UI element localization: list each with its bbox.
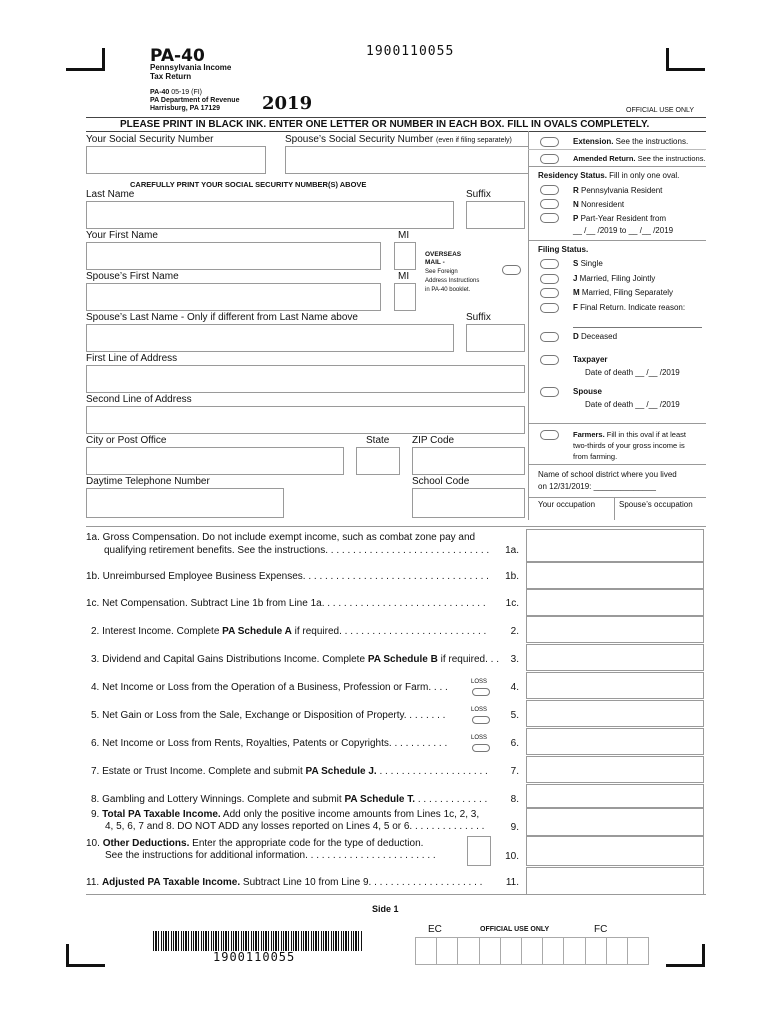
last-name-input[interactable] [86,201,454,229]
spouse-ssn-label [285,134,512,145]
residency-r-oval[interactable] [540,185,559,195]
first-name-label: Your First Name [86,230,158,241]
address2-input[interactable] [86,406,525,434]
residency-label [538,171,679,180]
line-7-t1a: 7. Estate or Trust Income. Complete and submit [91,766,306,777]
line-9-text [86,809,531,832]
line-5-text: 5. Net Gain or Loss from the Sale, Exchange or Disposition of Property. . . . . . . . [91,710,446,721]
farmers-label-1 [573,430,686,439]
carefully-print-note: CAREFULLY PRINT YOUR SOCIAL SECURITY NUMBER(S) ABOVE [130,180,367,189]
line-11-t1a: 11. [86,877,102,888]
fs-s-text: Single [578,259,603,268]
line-2-t1c: if required. . . . . . . . . . . . . . . . . . . . . . . . . . . [291,626,487,637]
official-use-boxes [415,937,649,965]
rp-occupation-divider [614,497,615,520]
spouse-ssn-text: Spouse’s Social Security Number [285,134,434,145]
state-input[interactable] [356,447,400,475]
fs-m-text: Married, Filing Separately [579,288,674,297]
occupation-label: Your occupation [538,500,596,509]
form-code-rest: 05-19 (FI) [169,89,203,96]
filing-m-oval[interactable] [540,288,559,298]
line-3-t1a: 3. Dividend and Capital Gains Distributions Income. Complete [91,654,368,665]
residency-bold: Residency Status. [538,171,607,180]
fs-s-code: S [573,259,579,268]
ou-box [458,937,479,965]
res-r-text: Pennsylvania Resident [578,186,663,195]
ou-box [628,937,649,965]
line-9-t1c: Add only the positive income amounts from Lines 1c, 2, 3, [220,809,480,820]
overseas-2: MAIL - [425,259,445,266]
zip-label: ZIP Code [412,435,455,446]
line-3-amount[interactable] [526,644,704,671]
instruction-banner: PLEASE PRINT IN BLACK INK. ENTER ONE LETTER OR NUMBER IN EACH BOX. FILL IN OVALS COMPLETELY. [120,119,650,130]
farmers-oval[interactable] [540,430,559,440]
rp-rule-6 [528,497,706,498]
line-5-loss-oval[interactable] [472,716,490,724]
header-rule [86,117,706,118]
spouse-last-name-label: Spouse’s Last Name - Only if different from Last Name above [86,312,358,323]
ou-box [586,937,607,965]
line-10-amount[interactable] [526,836,704,866]
line-1a-num: 1a. [505,545,519,556]
ssn-input[interactable] [86,146,266,174]
line-2-t1b: PA Schedule A [222,626,292,637]
line-3-text [86,654,531,665]
line-4-loss: LOSS [471,679,488,685]
filing-m-label [573,288,673,297]
line-6-num: 6. [510,738,519,749]
filing-j-label [573,274,655,283]
amended-oval[interactable] [540,154,559,164]
line-6-loss: LOSS [471,735,488,741]
line-8-t1c: . . . . . . . . . . . . . [415,794,488,805]
spouse-occupation-label: Spouse’s occupation [619,500,693,509]
residency-p-dates: __ /__ /2019 to __ /__ /2019 [573,226,674,235]
overseas-5: in PA-40 booklet. [425,287,471,293]
amended-rest: See the instructions. [635,154,706,163]
spouse-mi-input[interactable] [394,283,416,311]
line-3-num: 3. [510,654,519,665]
line-1a-amount[interactable] [526,529,704,562]
line-10-num: 10. [505,851,519,862]
line-8-t1b: PA Schedule T. [344,794,416,805]
fs-m-code: M [573,288,580,297]
ou-box [437,937,458,965]
deceased-code: D [573,332,579,341]
line-9-t1b: Total PA Taxable Income. [102,809,221,820]
corner-mark-bottom-left [66,944,105,967]
line-5-loss: LOSS [471,707,488,713]
taxpayer-label: Taxpayer [573,355,608,364]
line-10-t1a: 10. [86,838,103,849]
barcode-icon [153,931,363,951]
line-7-t1c: . . . . . . . . . . . . . . . . . . . . [376,766,488,777]
line-8-text [86,794,531,805]
department-city: Harrisburg, PA 17129 [150,105,221,112]
line-1c-amount[interactable] [526,589,704,616]
line-1b-amount[interactable] [526,562,704,589]
spouse-first-name-label: Spouse’s First Name [86,271,179,282]
residency-rest: Fill in only one oval. [606,171,680,180]
overseas-3: See Foreign [425,269,458,275]
residency-n-label [573,200,624,209]
line-6-loss-oval[interactable] [472,744,490,752]
line-10-t2: See the instructions for additional information. . . . . . . . . . . . . . . . . . . . . . . . [105,850,436,861]
first-name-input[interactable] [86,242,381,270]
farmers-bold: Farmers. [573,430,605,439]
line-1b-num: 1b. [505,571,519,582]
department: PA Department of Revenue [150,97,240,104]
amended-label [573,154,706,163]
filing-f-label [573,303,685,312]
res-r-code: R [573,186,579,195]
official-use-footer: OFFICIAL USE ONLY [480,926,550,933]
line-10-text [86,838,526,861]
phone-input[interactable] [86,488,284,518]
line-7-t1b: PA Schedule J. [305,766,377,777]
extension-rest: See the instructions. [613,137,689,146]
ou-box [543,937,564,965]
deceased-text: Deceased [578,332,618,341]
zip-input[interactable] [412,447,525,475]
line-2-amount[interactable] [526,616,704,643]
extension-bold: Extension. [573,137,614,146]
residency-r-label [573,186,662,195]
spouse-mi-label: MI [398,271,410,282]
filing-s-oval[interactable] [540,259,559,269]
residency-n-oval[interactable] [540,199,559,209]
ec-label: EC [428,924,442,935]
address1-input[interactable] [86,365,525,393]
side-label: Side 1 [372,904,399,914]
city-label: City or Post Office [86,435,167,446]
line-9-amount[interactable] [526,808,704,836]
line-7-amount[interactable] [526,756,704,783]
filing-j-oval[interactable] [540,274,559,284]
line-1c-num: 1c. [505,598,519,609]
tax-year: 2019 [262,93,313,114]
ou-box [522,937,543,965]
res-n-text: Nonresident [578,200,625,209]
line-11-num: 11. [505,877,519,888]
line-10-t1c: Enter the appropriate code for the type of deduction. [189,838,424,849]
fs-j-code: J [573,274,578,283]
corner-mark-top-left [66,48,105,71]
line-1a-text-2: qualifying retirement benefits. See the instructions. . . . . . . . . . . . . . . . . . . . . . . . . . . . . . [104,545,490,556]
line-1b-text: 1b. Unreimbursed Employee Business Expenses. . . . . . . . . . . . . . . . . . . . . . . . . . . . . . . . . . [86,571,489,582]
deceased-oval[interactable] [540,332,559,342]
line-9-t1a: 9. [91,809,103,820]
spouse-suffix-input[interactable] [466,324,525,352]
fs-f-code: F [573,303,578,312]
line-9-num: 9. [510,822,519,833]
line-8-amount[interactable] [526,784,704,808]
farmers-label-2: two-thirds of your gross income is [573,441,685,450]
fc-label: FC [594,924,608,935]
state-label: State [366,435,390,446]
address1-label: First Line of Address [86,353,178,364]
bottom-rule [86,894,706,895]
line-11-t1c: Subtract Line 10 from Line 9. . . . . . . . . . . . . . . . . . . . . [240,877,483,888]
line-5-num: 5. [510,710,519,721]
filing-f-oval[interactable] [540,303,559,313]
line-2-num: 2. [510,626,519,637]
line-6-amount[interactable] [526,728,704,755]
official-use-header: OFFICIAL USE ONLY [626,107,695,114]
line-9-t2: 4, 5, 6, 7 and 8. DO NOT ADD any losses reported on Lines 4, 5 or 6. . . . . . . . . . . . . . [105,821,485,832]
rp-rule-3 [528,240,706,241]
spouse-death-oval[interactable] [540,387,559,397]
spouse-suffix-label: Suffix [466,312,491,323]
ou-box [415,937,437,965]
overseas-1: OVERSEAS [425,251,462,258]
school-code-input[interactable] [412,488,525,518]
residency-p-label [573,214,666,223]
line-2-text [86,626,531,637]
ou-box [564,937,585,965]
form-id: PA-40 [150,46,205,66]
farmers-text-1: Fill in this oval if at least [604,430,686,439]
rp-rule-5 [528,464,706,465]
line-11-t1b: Adjusted PA Taxable Income. [101,877,241,888]
line-1a-text [86,532,526,556]
line-6-text: 6. Net Income or Loss from Rents, Royalties, Patents or Copyrights. . . . . . . . . . . [91,738,448,749]
line-4-text: 4. Net Income or Loss from the Operation of a Business, Profession or Farm. . . . [91,682,448,693]
residency-p-oval[interactable] [540,213,559,223]
line-7-text [86,766,531,777]
school-district-label-2: on 12/31/2019: ______________ [538,482,656,491]
extension-oval[interactable] [540,137,559,147]
line-3-t1c: if required. . . [437,654,499,665]
ou-box [607,937,628,965]
line-3-t1b: PA Schedule B [367,654,438,665]
form-code-label: PA-40 [150,89,170,96]
rp-rule-1 [528,149,706,150]
form-name-line1: Pennsylvania Income [150,63,232,72]
city-input[interactable] [86,447,344,475]
line-8-t1a: 8. Gambling and Lottery Winnings. Complete and submit [91,794,345,805]
spouse-ssn-note: (even if filing separately) [436,137,512,144]
corner-mark-bottom-right [666,944,705,967]
barcode-number: 1900110055 [213,950,296,964]
line-1c-text: 1c. Net Compensation. Subtract Line 1b from Line 1a. . . . . . . . . . . . . . . . . . . . . . . . . . . . . . [86,598,486,609]
form-name-line2: Tax Return [150,72,192,81]
rp-rule-2 [528,166,706,167]
ou-box [480,937,501,965]
extension-label [573,137,688,146]
suffix-input[interactable] [466,201,525,229]
taxpayer-death-date: Date of death __ /__ /2019 [585,368,680,377]
last-name-label: Last Name [86,189,135,200]
overseas-oval[interactable] [502,265,521,275]
final-reason-line [573,327,702,328]
spouse-death-date: Date of death __ /__ /2019 [585,400,680,409]
school-code-label: School Code [412,476,470,487]
fs-j-text: Married, Filing Jointly [577,274,656,283]
res-p-code: P [573,214,579,223]
line-4-num: 4. [510,682,519,693]
ssn-label: Your Social Security Number [86,134,214,145]
line-4-amount[interactable] [526,672,704,699]
suffix-label: Suffix [466,189,491,200]
phone-label: Daytime Telephone Number [86,476,210,487]
spouse-ssn-input[interactable] [285,146,529,174]
line-4-loss-oval[interactable] [472,688,490,696]
line-7-num: 7. [510,766,519,777]
line-11-amount[interactable] [526,867,704,895]
farmers-label-3: from farming. [573,452,618,461]
spouse-first-name-input[interactable] [86,283,381,311]
line-5-amount[interactable] [526,700,704,727]
ou-box [501,937,522,965]
res-n-code: N [573,200,579,209]
form-code [150,89,202,96]
top-barcode-number: 1900110055 [366,44,455,59]
line-11-text [86,877,526,888]
filing-s-label [573,259,603,268]
amended-bold: Amended Return. [573,154,636,163]
mi-input[interactable] [394,242,416,270]
filing-status-label: Filing Status. [538,245,589,254]
corner-mark-top-right [666,48,705,71]
rp-rule-4 [528,423,706,424]
line-2-t1a: 2. Interest Income. Complete [91,626,223,637]
taxpayer-death-oval[interactable] [540,355,559,365]
overseas-4: Address Instructions [425,278,480,284]
spouse-label: Spouse [573,387,602,396]
address2-label: Second Line of Address [86,394,192,405]
line-10-t1b: Other Deductions. [102,838,190,849]
school-district-label-1: Name of school district where you lived [538,470,677,479]
section-divider [86,526,706,527]
line-8-num: 8. [510,794,519,805]
deceased-label [573,332,617,341]
fs-f-text: Final Return. Indicate reason: [577,303,686,312]
spouse-last-name-input[interactable] [86,324,454,352]
mi-label: MI [398,230,410,241]
res-p-text: Part-Year Resident from [578,214,667,223]
line-1a-text-1: 1a. Gross Compensation. Do not include exempt income, such as combat zone pay and [86,532,476,543]
